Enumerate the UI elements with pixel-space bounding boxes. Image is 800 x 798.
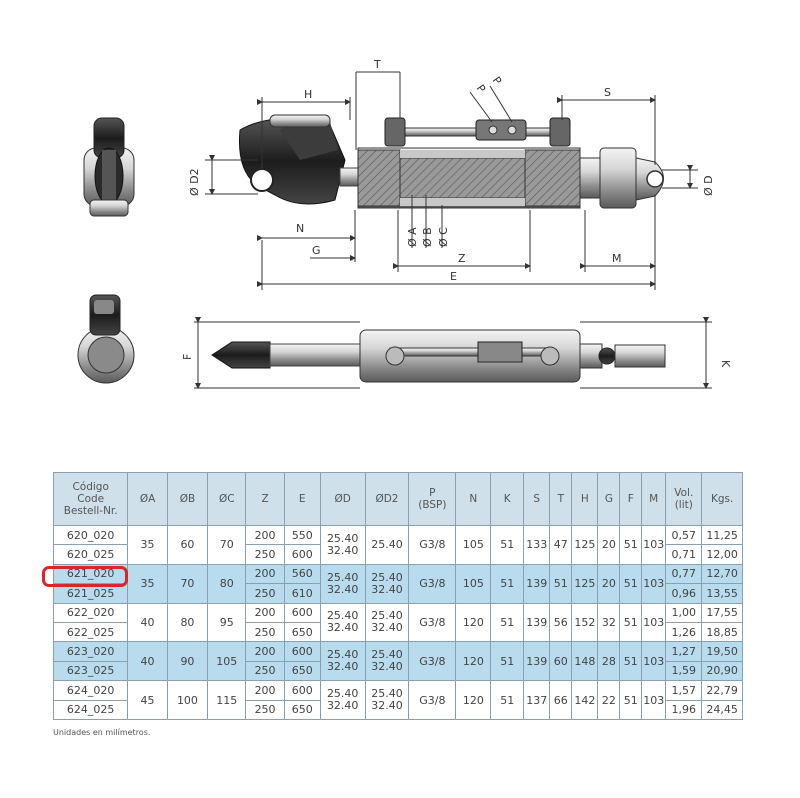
cell-b: 60 bbox=[167, 526, 207, 565]
header-p: P (BSP) bbox=[409, 473, 456, 526]
cell-z: 200 bbox=[246, 526, 284, 545]
cell-vol: 1,57 bbox=[666, 681, 702, 700]
cell-code: 624_025 bbox=[54, 700, 128, 719]
cell-c: 105 bbox=[208, 642, 246, 681]
svg-text:M: M bbox=[612, 252, 622, 265]
header-code: Código Code Bestell-Nr. bbox=[54, 473, 128, 526]
cell-h: 152 bbox=[572, 603, 598, 642]
svg-text:Ø D: Ø D bbox=[702, 175, 715, 196]
cell-c: 95 bbox=[208, 603, 246, 642]
cell-a: 45 bbox=[128, 681, 167, 720]
header-e: E bbox=[284, 473, 320, 526]
cell-t: 47 bbox=[550, 526, 572, 565]
cell-k: 51 bbox=[491, 564, 524, 603]
cell-t: 51 bbox=[550, 564, 572, 603]
cell-d bbox=[320, 642, 365, 681]
end-view-bottom bbox=[78, 295, 134, 383]
cell-f: 51 bbox=[620, 642, 642, 681]
cell-m: 103 bbox=[642, 642, 666, 681]
cell-vol: 1,96 bbox=[666, 700, 702, 719]
cell-n: 105 bbox=[456, 526, 491, 565]
cell-s: 139 bbox=[524, 564, 550, 603]
cell-t: 66 bbox=[550, 681, 572, 720]
header-vol: Vol. (lit) bbox=[666, 473, 702, 526]
cell-d2-value: 25.40 bbox=[371, 648, 403, 662]
cell-d bbox=[320, 564, 365, 603]
cell-f: 51 bbox=[620, 564, 642, 603]
cell-z: 250 bbox=[246, 584, 284, 603]
cell-d bbox=[320, 526, 365, 565]
cell-f: 51 bbox=[620, 603, 642, 642]
cell-d2-value: 25.40 bbox=[371, 687, 403, 701]
svg-text:T: T bbox=[374, 58, 381, 71]
cell-p: G3/8 bbox=[409, 603, 456, 642]
cylinder-side-view-top bbox=[239, 115, 663, 208]
cell-z: 250 bbox=[246, 622, 284, 641]
cell-n: 105 bbox=[456, 564, 491, 603]
table-row bbox=[54, 681, 743, 700]
cell-d2 bbox=[365, 642, 409, 681]
header-c: ØC bbox=[208, 473, 246, 526]
cell-code: 623_020 bbox=[54, 642, 128, 661]
cell-t: 60 bbox=[550, 642, 572, 681]
cell-d-value: 32.40 bbox=[326, 660, 359, 674]
cell-code: 624_020 bbox=[54, 681, 128, 700]
cell-d-value: 25.40 bbox=[326, 648, 359, 662]
cell-n: 120 bbox=[456, 681, 491, 720]
cell-d2 bbox=[365, 526, 409, 565]
table-row bbox=[54, 642, 743, 661]
cell-m: 103 bbox=[642, 681, 666, 720]
cell-g: 20 bbox=[598, 564, 620, 603]
cell-e: 610 bbox=[284, 584, 320, 603]
header-s: S bbox=[524, 473, 550, 526]
cell-h: 142 bbox=[572, 681, 598, 720]
table-row bbox=[54, 603, 743, 622]
table-row bbox=[54, 564, 743, 583]
cell-kgs: 20,90 bbox=[702, 661, 743, 680]
cell-n: 120 bbox=[456, 642, 491, 681]
cell-kgs: 19,50 bbox=[702, 642, 743, 661]
svg-text:Ø C: Ø C bbox=[437, 227, 450, 247]
cell-code: 621_025 bbox=[54, 584, 128, 603]
header-g: G bbox=[598, 473, 620, 526]
table-header-row bbox=[54, 473, 743, 526]
cell-c: 80 bbox=[208, 564, 246, 603]
cell-vol: 0,57 bbox=[666, 526, 702, 545]
header-z: Z bbox=[246, 473, 284, 526]
cell-a: 40 bbox=[128, 642, 167, 681]
cell-c: 115 bbox=[208, 681, 246, 720]
cell-d2-value: 32.40 bbox=[371, 582, 403, 596]
svg-text:P: P bbox=[473, 82, 489, 96]
cell-b: 80 bbox=[167, 603, 207, 642]
cell-g: 20 bbox=[598, 526, 620, 565]
svg-text:K: K bbox=[719, 360, 732, 368]
cell-f: 51 bbox=[620, 681, 642, 720]
cell-h: 125 bbox=[572, 564, 598, 603]
cell-s: 137 bbox=[524, 681, 550, 720]
svg-text:H: H bbox=[304, 88, 313, 101]
cell-f: 51 bbox=[620, 526, 642, 565]
cell-code: 622_025 bbox=[54, 622, 128, 641]
cell-p: G3/8 bbox=[409, 642, 456, 681]
svg-text:N: N bbox=[296, 222, 305, 235]
svg-text:Ø B: Ø B bbox=[421, 227, 434, 247]
header-m: M bbox=[642, 473, 666, 526]
header-h: H bbox=[572, 473, 598, 526]
table-row bbox=[54, 526, 743, 545]
cell-vol: 0,71 bbox=[666, 545, 702, 564]
cell-kgs: 17,55 bbox=[702, 603, 743, 622]
cell-e: 600 bbox=[284, 681, 320, 700]
cell-n: 120 bbox=[456, 603, 491, 642]
svg-text:P: P bbox=[489, 74, 505, 88]
cell-g: 32 bbox=[598, 603, 620, 642]
cell-d2-value: 32.40 bbox=[371, 660, 403, 674]
cell-b: 90 bbox=[167, 642, 207, 681]
cell-a: 35 bbox=[128, 564, 167, 603]
cell-z: 250 bbox=[246, 700, 284, 719]
cell-vol: 1,59 bbox=[666, 661, 702, 680]
cell-d-value: 32.40 bbox=[326, 543, 359, 557]
cell-p: G3/8 bbox=[409, 564, 456, 603]
specification-table bbox=[53, 472, 743, 720]
cell-a: 35 bbox=[128, 526, 167, 565]
cell-d-value: 25.40 bbox=[326, 687, 359, 701]
cell-d-value: 25.40 bbox=[326, 570, 359, 584]
cell-m: 103 bbox=[642, 564, 666, 603]
cell-d-value: 32.40 bbox=[326, 582, 359, 596]
cell-d-value: 32.40 bbox=[326, 621, 359, 635]
header-t: T bbox=[550, 473, 572, 526]
cell-kgs: 12,00 bbox=[702, 545, 743, 564]
cell-d2-value: 25.40 bbox=[371, 570, 403, 584]
header-f: F bbox=[620, 473, 642, 526]
svg-text:S: S bbox=[604, 86, 611, 99]
cell-z: 200 bbox=[246, 603, 284, 622]
cell-h: 125 bbox=[572, 526, 598, 565]
cell-vol: 0,96 bbox=[666, 584, 702, 603]
cell-e: 560 bbox=[284, 564, 320, 583]
header-n: N bbox=[456, 473, 491, 526]
cell-vol: 0,77 bbox=[666, 564, 702, 583]
cell-s: 139 bbox=[524, 642, 550, 681]
header-d2: ØD2 bbox=[365, 473, 409, 526]
cell-g: 28 bbox=[598, 642, 620, 681]
header-d: ØD bbox=[320, 473, 365, 526]
cell-d2-value: 25.40 bbox=[371, 537, 403, 551]
cell-z: 250 bbox=[246, 545, 284, 564]
cell-code: 621_020 bbox=[54, 564, 128, 583]
svg-text:G: G bbox=[312, 244, 321, 257]
cell-e: 550 bbox=[284, 526, 320, 545]
cell-g: 22 bbox=[598, 681, 620, 720]
cell-a: 40 bbox=[128, 603, 167, 642]
cell-e: 650 bbox=[284, 622, 320, 641]
cell-kgs: 11,25 bbox=[702, 526, 743, 545]
cell-e: 600 bbox=[284, 642, 320, 661]
cell-p: G3/8 bbox=[409, 681, 456, 720]
cell-vol: 1,00 bbox=[666, 603, 702, 622]
cell-e: 650 bbox=[284, 700, 320, 719]
cell-kgs: 13,55 bbox=[702, 584, 743, 603]
cell-c: 70 bbox=[208, 526, 246, 565]
cell-kgs: 12,70 bbox=[702, 564, 743, 583]
header-k: K bbox=[491, 473, 524, 526]
cell-h: 148 bbox=[572, 642, 598, 681]
cell-vol: 1,27 bbox=[666, 642, 702, 661]
cell-code: 622_020 bbox=[54, 603, 128, 622]
cell-d2 bbox=[365, 681, 409, 720]
cell-d2-value: 32.40 bbox=[371, 621, 403, 635]
cell-d bbox=[320, 681, 365, 720]
cell-z: 200 bbox=[246, 642, 284, 661]
header-a: ØA bbox=[128, 473, 167, 526]
cell-m: 103 bbox=[642, 603, 666, 642]
cell-k: 51 bbox=[491, 603, 524, 642]
cell-s: 133 bbox=[524, 526, 550, 565]
svg-text:Ø A: Ø A bbox=[406, 227, 419, 247]
cell-d-value: 32.40 bbox=[326, 699, 359, 713]
cell-z: 200 bbox=[246, 681, 284, 700]
cell-k: 51 bbox=[491, 526, 524, 565]
cylinder-top-view-bottom bbox=[212, 330, 665, 382]
svg-text:E: E bbox=[450, 270, 457, 283]
cell-d-value: 25.40 bbox=[326, 609, 359, 623]
cell-vol: 1,26 bbox=[666, 622, 702, 641]
cell-kgs: 22,79 bbox=[702, 681, 743, 700]
cell-code: 620_020 bbox=[54, 526, 128, 545]
cell-d2 bbox=[365, 603, 409, 642]
cell-z: 200 bbox=[246, 564, 284, 583]
header-kgs: Kgs. bbox=[702, 473, 743, 526]
cell-code: 620_025 bbox=[54, 545, 128, 564]
cell-z: 250 bbox=[246, 661, 284, 680]
cell-b: 100 bbox=[167, 681, 207, 720]
cell-d bbox=[320, 603, 365, 642]
cell-d-value: 25.40 bbox=[326, 531, 359, 545]
cell-d2-value: 25.40 bbox=[371, 609, 403, 623]
cell-e: 600 bbox=[284, 545, 320, 564]
cell-kgs: 24,45 bbox=[702, 700, 743, 719]
cell-kgs: 18,85 bbox=[702, 622, 743, 641]
cell-e: 600 bbox=[284, 603, 320, 622]
end-view-top bbox=[84, 118, 134, 216]
units-footnote: Unidades en milímetros. bbox=[53, 728, 151, 737]
cell-p: G3/8 bbox=[409, 526, 456, 565]
cell-m: 103 bbox=[642, 526, 666, 565]
svg-text:F: F bbox=[181, 353, 194, 360]
header-b: ØB bbox=[167, 473, 207, 526]
cell-s: 139 bbox=[524, 603, 550, 642]
cell-d2 bbox=[365, 564, 409, 603]
cell-t: 56 bbox=[550, 603, 572, 642]
svg-text:Ø D2: Ø D2 bbox=[188, 168, 201, 196]
cell-k: 51 bbox=[491, 642, 524, 681]
cell-e: 650 bbox=[284, 661, 320, 680]
cell-b: 70 bbox=[167, 564, 207, 603]
cell-code: 623_025 bbox=[54, 661, 128, 680]
svg-text:Z: Z bbox=[458, 252, 466, 265]
highlighted-code-outline bbox=[42, 566, 128, 587]
cell-d2-value: 32.40 bbox=[371, 699, 403, 713]
cell-k: 51 bbox=[491, 681, 524, 720]
